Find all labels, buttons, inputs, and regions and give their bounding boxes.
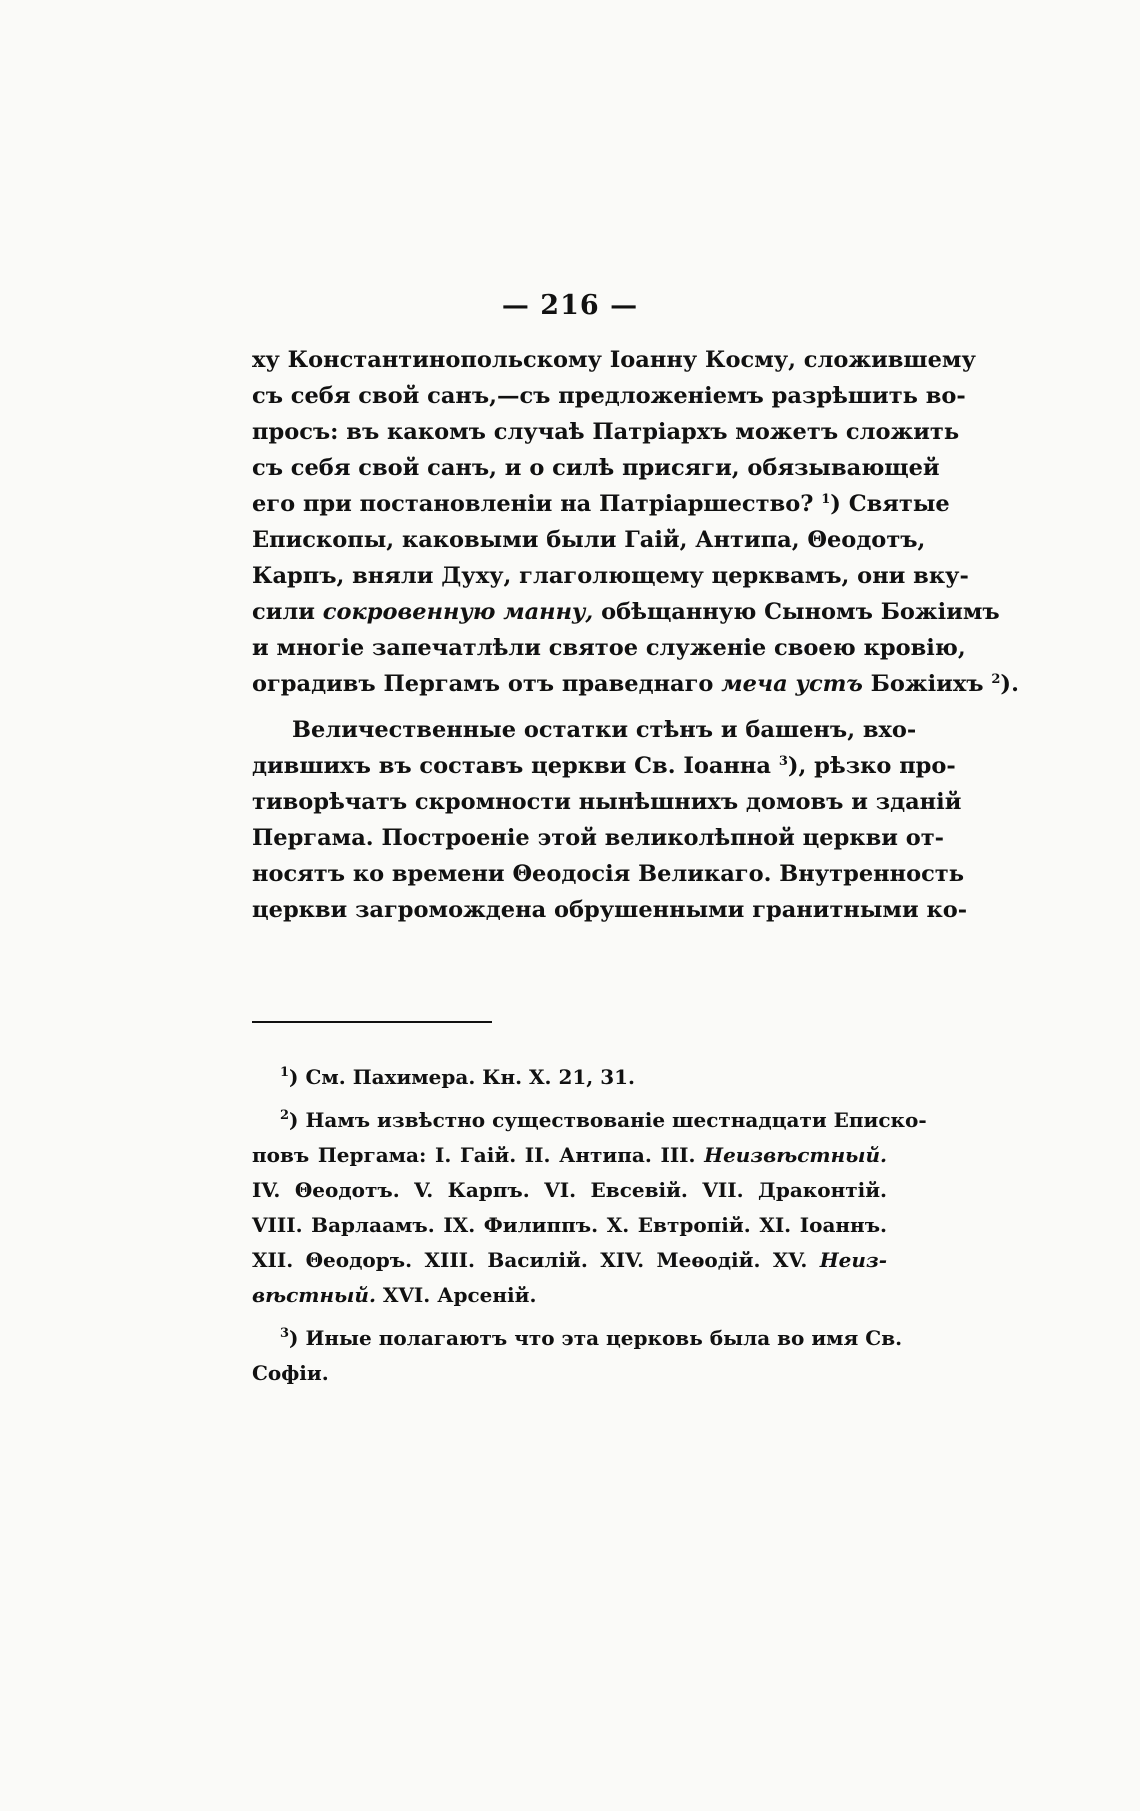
italic-phrase: Неизвѣстный. (704, 1143, 888, 1167)
footnote-line (252, 1278, 887, 1313)
text-line: тиворѣчатъ скромности нынѣшнихъ домовъ и зданій (252, 789, 962, 815)
footnote-marker: 2 (280, 1108, 290, 1123)
text-line: съ себя свой санъ, и о силѣ присяги, обязывающей (252, 455, 940, 481)
text-segment: Божіихъ (870, 671, 984, 697)
text-segment: ) Намъ извѣстно существованіе шестнадцати Еписко- (289, 1108, 927, 1132)
italic-phrase: вѣстный. (252, 1283, 376, 1307)
text-segment: обѣщанную Сыномъ Божіимъ (601, 599, 1000, 625)
footnote-3 (252, 1321, 903, 1356)
text-segment: ) Иные полагаютъ что эта церковь была во имя Св. (289, 1326, 903, 1350)
footnote-ref: 3 (778, 754, 788, 769)
main-text (252, 342, 1019, 928)
text-line: церкви загромождена обрушенными гранитными ко- (252, 897, 968, 923)
footnote-line: Софіи. (252, 1361, 329, 1385)
text-line: Карпъ, вняли Духу, глаголющему церквамъ, они вку- (252, 563, 969, 589)
text-segment: сили (252, 599, 315, 625)
text-line (252, 748, 956, 784)
text-segment: его при постановленіи на Патріаршество? (252, 491, 814, 517)
text-line: Пергама. Построеніе этой великолѣпной церкви от- (252, 825, 945, 851)
text-line (252, 594, 1000, 630)
footnote-2 (252, 1103, 927, 1138)
text-line: ху Константинопольскому Іоанну Косму, сложившему (252, 347, 976, 373)
text-segment: оградивъ Пергамъ отъ праведнаго (252, 671, 714, 697)
footnote-line: IV. Θеодотъ. V. Карпъ. VI. Евсевій. VII. Драконтій. (252, 1178, 887, 1202)
text-segment: повъ Пергама: I. Гаій. II. Антипа. III. (252, 1143, 696, 1167)
text-line (252, 486, 950, 522)
footnote-divider (252, 1021, 492, 1023)
text-segment: ). (1000, 671, 1019, 697)
text-line: просъ: въ какомъ случаѣ Патріархъ можетъ сложить (252, 419, 960, 445)
text-line: Величественные остатки стѣнъ и башенъ, вхо- (292, 717, 917, 743)
text-segment: дившихъ въ составъ церкви Св. Іоанна (252, 753, 771, 779)
text-line: и многіе запечатлѣли святое служеніе своею кровію, (252, 635, 966, 661)
footnote-ref: 1 (821, 492, 831, 507)
text-line: съ себя свой санъ,—съ предложеніемъ разрѣшить во- (252, 383, 966, 409)
italic-phrase: сокровенную манну, (322, 599, 594, 625)
text-segment: ) См. Пахимера. Кн. X. 21, 31. (289, 1065, 636, 1089)
italic-phrase: меча устъ (721, 671, 863, 697)
text-segment: ) Святые (830, 491, 950, 517)
footnotes (252, 1060, 927, 1391)
italic-phrase: Неиз- (819, 1248, 888, 1272)
page-number: — 216 — (501, 290, 639, 321)
footnote-marker: 3 (280, 1326, 290, 1341)
footnote-1 (252, 1060, 887, 1095)
text-segment: ), рѣзко про- (787, 753, 956, 779)
footnote-ref: 2 (991, 672, 1001, 687)
footnote-line (252, 1138, 887, 1173)
footnote-line: VIII. Варлаамъ. IX. Филиппъ. X. Евтропій. XI. Іоаннъ. (252, 1213, 887, 1237)
text-line: носятъ ко времени Θеодосія Великаго. Внутренность (252, 861, 964, 887)
footnote-line (252, 1243, 887, 1278)
text-segment: XII. Θеодоръ. XIII. Василій. XIV. Меѳодій. XV. (252, 1248, 808, 1272)
footnote-marker: 1 (280, 1065, 290, 1080)
text-line (252, 666, 1019, 702)
text-segment: XVI. Арсеній. (382, 1283, 537, 1307)
text-line: Епископы, каковыми были Гаій, Антипа, Θеодотъ, (252, 527, 926, 553)
